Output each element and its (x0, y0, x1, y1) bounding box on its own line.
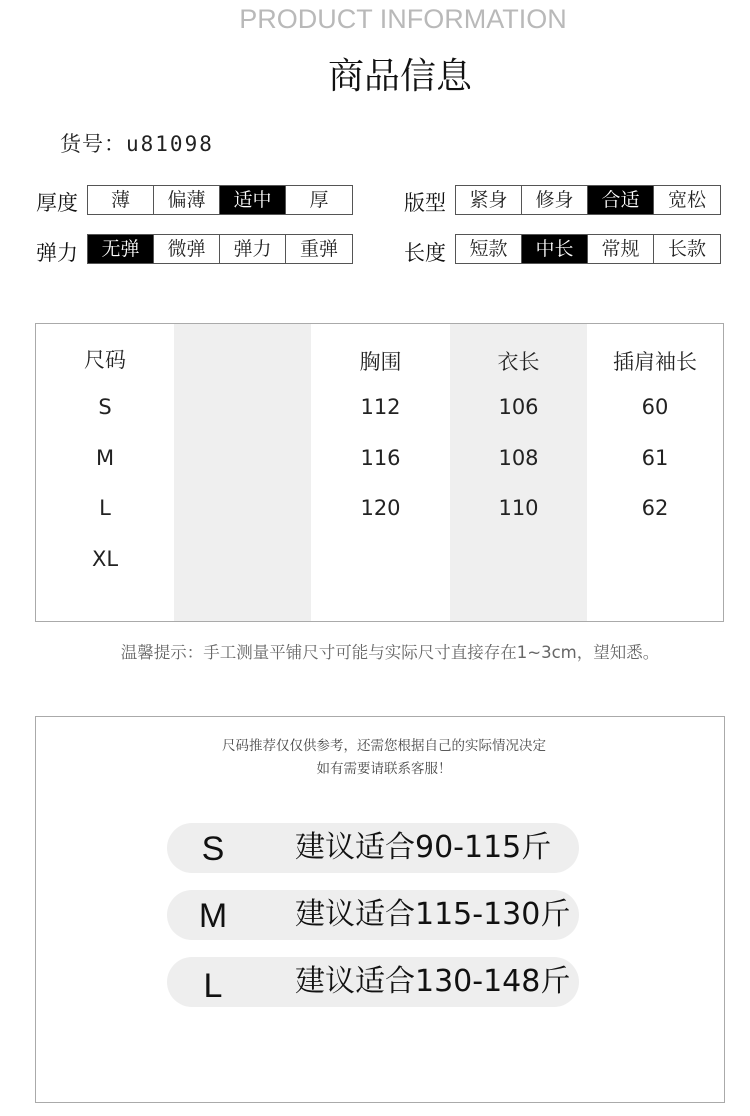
size-cell: M (95, 445, 115, 470)
sleeve-column (587, 324, 723, 534)
length-option: 短款 (456, 235, 522, 263)
length-scale (455, 234, 721, 264)
elasticity-option: 无弹 (88, 235, 154, 263)
measurement-note: 温馨提示：手工测量平铺尺寸可能与实际尺寸直接存在1~3cm，望知悉。 (120, 643, 660, 662)
size-cell: S (98, 395, 112, 419)
item-number-value: u81098 (126, 132, 214, 156)
elasticity-scale (87, 234, 353, 264)
thickness-option: 偏薄 (154, 186, 220, 214)
item-number (60, 128, 214, 158)
recommendation-intro-line: 尺码推荐仅仅供参考，还需您根据自己的实际情况决定 (222, 738, 546, 754)
sleeve-header: 插肩袖长 (613, 350, 697, 374)
recommendation-text: 建议适合130-148斤 (295, 964, 571, 999)
recommendation-size: L (203, 967, 223, 1005)
size-column (36, 324, 174, 584)
length-option: 长款 (667, 238, 706, 260)
chest-cell: 112 (360, 395, 401, 419)
thickness-option: 厚 (309, 189, 329, 211)
length-option: 中长 (522, 235, 588, 263)
chest-column (311, 324, 450, 534)
recommendation-pill (167, 957, 579, 1007)
size-header: 尺码 (84, 348, 126, 372)
sleeve-cell: 61 (641, 445, 669, 470)
thickness-label: 厚度 (36, 191, 78, 215)
elasticity-label: 弹力 (36, 241, 78, 265)
fit-option: 紧身 (456, 186, 522, 214)
blank-column (174, 324, 311, 382)
item-number-label: 货号： (60, 132, 126, 156)
elasticity-option: 弹力 (220, 235, 286, 263)
blank-header (174, 324, 311, 382)
fit-label: 版型 (404, 191, 446, 215)
title-english: PRODUCT INFORMATION (239, 4, 567, 34)
recommendation-intro (0, 735, 750, 781)
length-cell: 106 (498, 395, 539, 419)
length-cell: 108 (498, 445, 539, 470)
length-cell: 110 (498, 496, 539, 520)
thickness-option: 适中 (220, 186, 286, 214)
fit-option: 宽松 (667, 189, 706, 211)
size-cell: XL (91, 546, 119, 571)
fit-option: 合适 (588, 186, 654, 214)
recommendation-intro-line: 如有需要请联系客服！ (316, 761, 452, 777)
recommendation-pill (167, 823, 579, 873)
fit-option: 修身 (522, 186, 588, 214)
length-option: 常规 (588, 235, 654, 263)
sleeve-cell: 60 (641, 395, 669, 419)
elasticity-option: 微弹 (154, 235, 220, 263)
sleeve-cell: 62 (641, 496, 669, 520)
fit-scale (455, 185, 721, 215)
chest-header: 胸围 (359, 350, 402, 374)
size-cell: L (99, 496, 111, 520)
elasticity-option: 重弹 (299, 238, 338, 260)
recommendation-size: S (201, 830, 225, 868)
title-chinese: 商品信息 (327, 56, 472, 97)
chest-cell: 116 (360, 445, 401, 470)
recommendation-text: 建议适合90-115斤 (295, 830, 552, 865)
thickness-option: 薄 (88, 186, 154, 214)
recommendation-size: M (198, 897, 228, 935)
thickness-scale (87, 185, 353, 215)
recommendation-pill (167, 890, 579, 940)
length-column (450, 324, 587, 534)
length-header: 衣长 (497, 350, 540, 374)
size-table (35, 323, 724, 622)
recommendation-text: 建议适合115-130斤 (295, 897, 571, 932)
chest-cell: 120 (360, 496, 401, 520)
length-label: 长度 (404, 241, 446, 265)
